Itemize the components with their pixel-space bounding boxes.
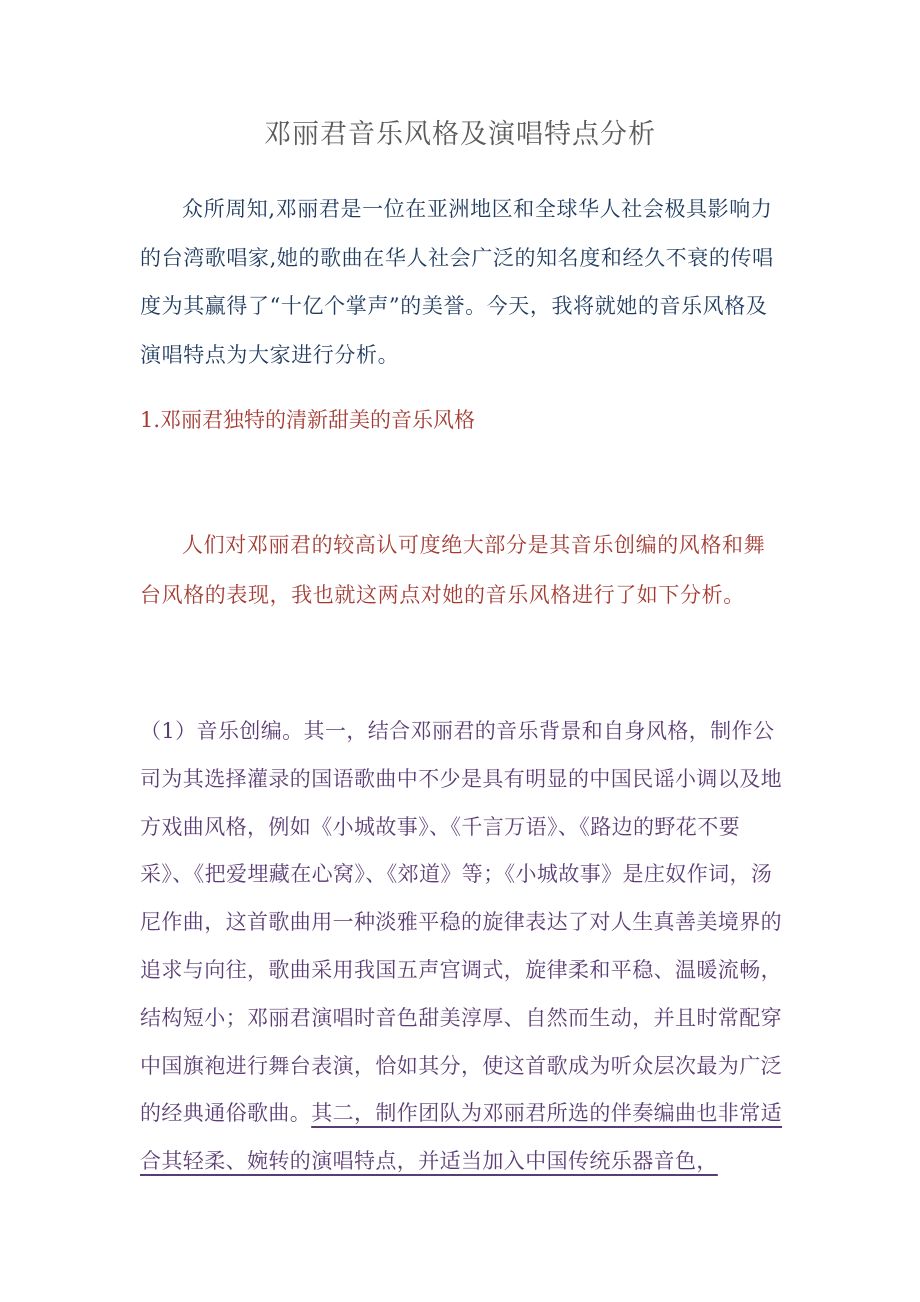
subsection-paragraph (140, 708, 782, 1186)
underlined-text: 其二，制作团队为邓丽君所选的伴奏编曲也非常适合其轻柔、婉转的演唱特点，并适当加入中国传统乐器音色， (140, 1101, 783, 1174)
section-paragraph: 人们对邓丽君的较高认可度绝大部分是其音乐创编的风格和舞台风格的表现，我也就这两点对她的音乐风格进行了如下分析。 (140, 533, 766, 607)
section-heading: 1.邓丽君独特的清新甜美的音乐风格 (140, 408, 476, 432)
document-title: 邓丽君音乐风格及演唱特点分析 (264, 119, 656, 150)
subsection-text: （1）音乐创编。其一，结合邓丽君的音乐背景和自身风格，制作公司为其选择灌录的国语歌曲中不少是具有明显的中国民谣小调以及地方戏曲风格，例如《小城故事》、《千言万语》、《路边的野花不要采》、《把爱埋藏在心窝》、《郊道》等；《小城故事》是庄奴作词，汤尼作曲，这首歌曲用一种淡雅平稳的旋律表达了对人生真善美境界的追求与向往，歌曲采用我国五声宫调式，旋律柔和平稳、温暖流畅，结构短小；邓丽君演唱时音色甜美淳厚、自然而生动，并且时常配穿中国旗袍进行舞台表演，恰如其分，使这首歌成为听众层次最为广泛的经典通俗歌曲。 (140, 719, 782, 1126)
intro-paragraph: 众所周知,邓丽君是一位在亚洲地区和全球华人社会极具影响力的台湾歌唱家,她的歌曲在华人社会广泛的知名度和经久不衰的传唱度为其赢得了“十亿个掌声”的美誉。今天，我将就她的音乐风格及演唱特点为大家进行分析。 (140, 197, 774, 367)
